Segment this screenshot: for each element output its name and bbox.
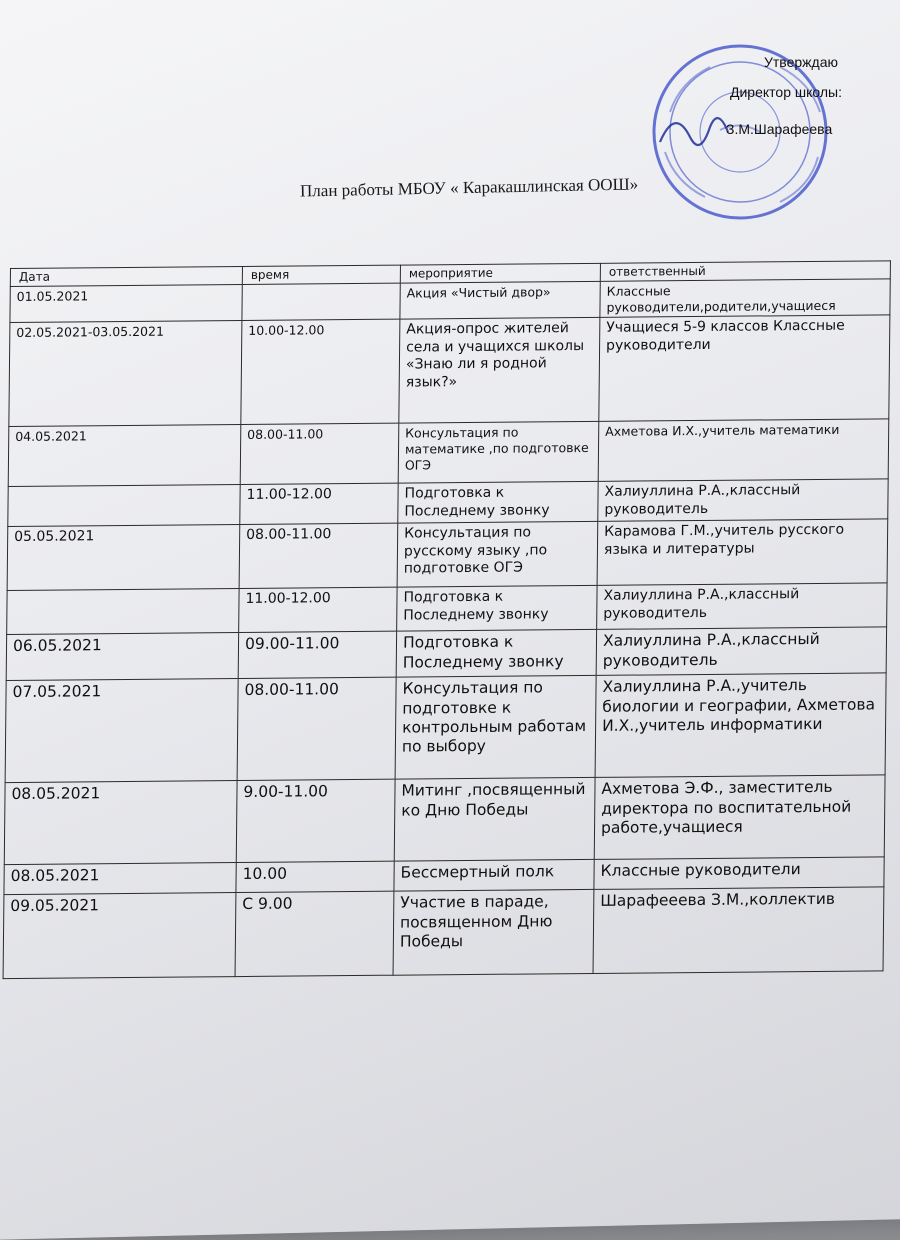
- cell-responsible: Халиуллина Р.А.,классный руководитель: [597, 583, 887, 630]
- cell-time: 9.00-11.00: [236, 779, 395, 862]
- cell-time: 08.00-11.00: [240, 423, 399, 484]
- approval-line-director: Директор школы:: [730, 84, 842, 100]
- document-title: План работы МБОУ « Каракашлинская ООШ»: [299, 174, 639, 201]
- cell-event: Подготовка к Последнему звонку: [396, 630, 596, 678]
- schedule-table: [3, 260, 891, 979]
- cell-responsible: Учащиеся 5-9 классов Классные руководители: [599, 315, 890, 422]
- cell-time: 09.00-11.00: [238, 631, 396, 678]
- cell-time: С 9.00: [235, 891, 394, 976]
- cell-event: Митинг ,посвященный ко Дню Победы: [394, 778, 595, 862]
- approval-line-name: З.М.Шарафеева: [726, 121, 833, 137]
- cell-time: 08.00-11.00: [237, 677, 396, 780]
- cell-date: 04.05.2021: [8, 425, 241, 487]
- cell-time: 11.00-12.00: [240, 483, 398, 524]
- cell-event: Участие в параде, посвященном Дню Победы: [393, 890, 594, 976]
- cell-date: 07.05.2021: [5, 679, 238, 783]
- cell-time: 08.00-11.00: [239, 523, 398, 588]
- cell-date: 02.05.2021-03.05.2021: [9, 321, 242, 427]
- cell-responsible: Шарафееева З.М.,коллектив: [593, 887, 884, 974]
- cell-event: Консультация по русскому языку ,по подготовке ОГЭ: [397, 522, 598, 588]
- cell-time: 10.00-12.00: [241, 319, 400, 424]
- cell-event: Акция-опрос жителей села и учащихся школы «Знаю ли я родной язык?»: [399, 318, 600, 424]
- cell-responsible: Ахметова Э.Ф., заместитель директора по воспитательной работе,учащиеся: [594, 775, 885, 860]
- table-row: [7, 519, 888, 591]
- cell-responsible: Халиуллина Р.А.,учитель биологии и географии, Ахметова И.Х.,учитель информатики: [595, 673, 886, 778]
- cell-event: Подготовка к Последнему звонку: [397, 586, 597, 632]
- cell-responsible: Халиуллина Р.А.,классный руководитель: [598, 479, 888, 522]
- cell-date: [8, 485, 240, 527]
- table-row: [8, 419, 889, 487]
- cell-event: Акция «Чистый двор»: [400, 281, 600, 319]
- table-row: [3, 887, 884, 979]
- cell-event: Бессмертный полк: [394, 860, 594, 892]
- table-row: [9, 315, 890, 427]
- table-row: [7, 583, 887, 635]
- cell-responsible: Ахметова И.Х.,учитель математики: [598, 419, 889, 482]
- cell-date: 08.05.2021: [4, 863, 236, 895]
- cell-time: 10.00: [236, 861, 394, 892]
- cell-date: 06.05.2021: [6, 633, 238, 681]
- cell-date: 08.05.2021: [4, 781, 237, 865]
- table-row: [5, 673, 886, 783]
- cell-time: [242, 283, 400, 321]
- cell-date: 05.05.2021: [7, 525, 240, 591]
- table-row: [6, 627, 886, 681]
- cell-event: Подготовка к Последнему звонку: [398, 482, 598, 524]
- approval-line-approve: Утверждаю: [764, 54, 838, 70]
- cell-time: 11.00-12.00: [239, 587, 397, 632]
- cell-responsible: Халиуллина Р.А.,классный руководитель: [596, 627, 886, 676]
- cell-responsible: Классные руководители: [594, 857, 884, 890]
- cell-event: Консультация по математике ,по подготовке ОГЭ: [398, 422, 599, 484]
- cell-event: Консультация по подготовке к контрольным работам по выбору: [395, 676, 596, 780]
- header-date: Дата: [10, 266, 242, 286]
- header-time: время: [242, 265, 400, 284]
- cell-date: 09.05.2021: [3, 893, 236, 979]
- cell-date: [7, 589, 239, 635]
- cell-date: 01.05.2021: [10, 284, 242, 322]
- cell-responsible: Классные руководители,родители,учащиеся: [600, 279, 890, 318]
- header-event: мероприятие: [400, 263, 600, 283]
- header-responsible: ответственный: [600, 261, 890, 282]
- table-row: [4, 775, 885, 865]
- cell-responsible: Карамова Г.М.,учитель русского языка и литературы: [597, 519, 888, 586]
